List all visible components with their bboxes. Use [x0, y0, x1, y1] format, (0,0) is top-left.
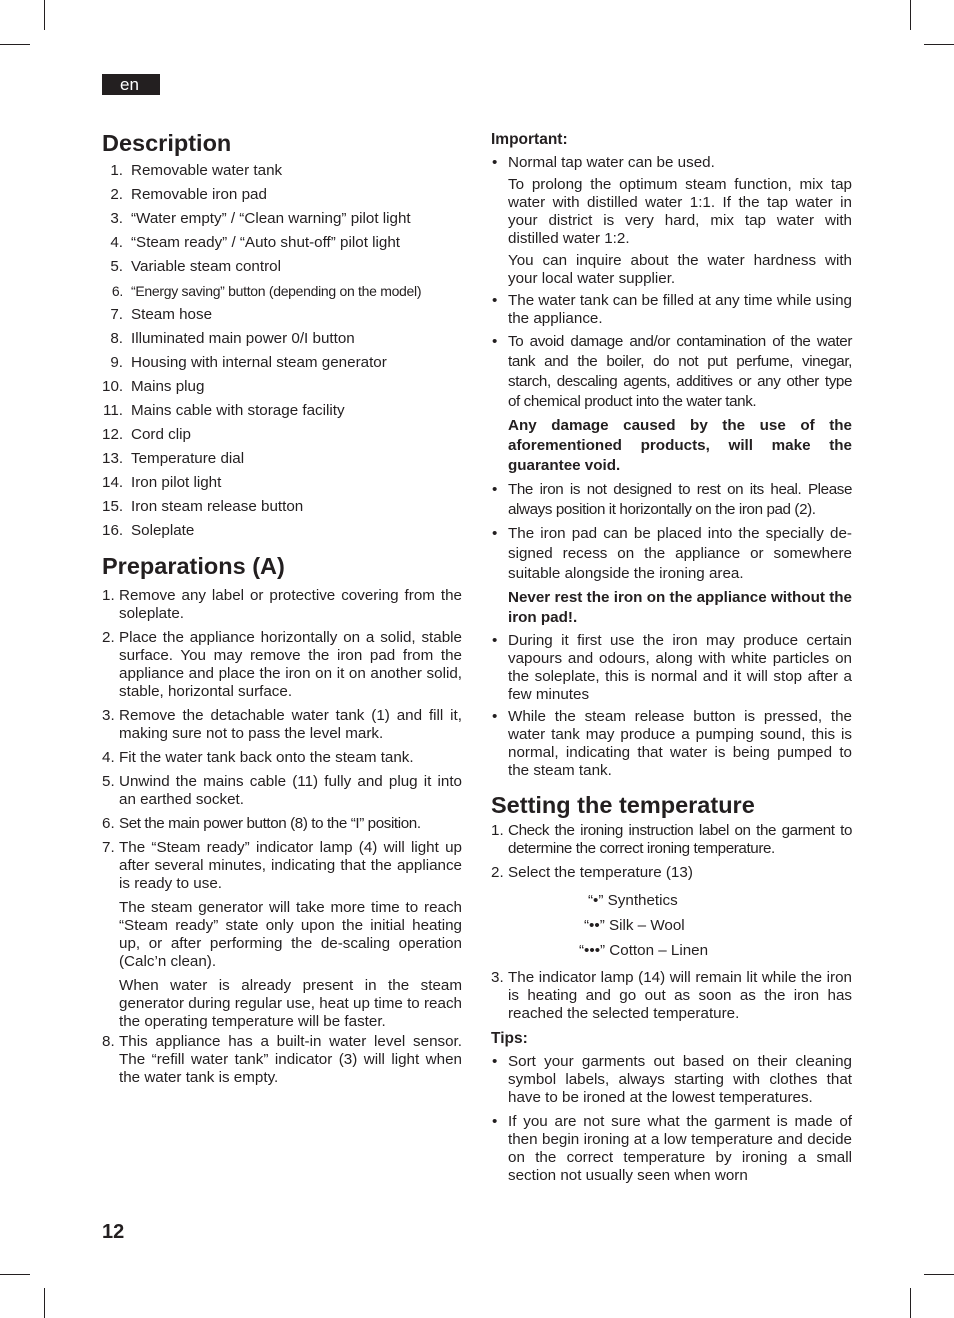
list-item	[102, 471, 462, 495]
list-item	[102, 815, 462, 833]
list-item	[102, 303, 462, 327]
step-text: Unwind the mains cable (11) fully and plug it into an earthed socket.	[119, 773, 462, 808]
step-number: 3.	[102, 707, 115, 724]
crop-mark	[910, 0, 911, 30]
crop-mark	[924, 44, 954, 45]
bullet-icon: •	[492, 481, 498, 498]
step-text: Check the ironing instruction label on the garment to determine the correct ironing temperature.	[508, 822, 852, 857]
bullet-icon: •	[492, 632, 498, 649]
crop-mark	[44, 0, 45, 30]
item-number: 16.	[102, 522, 124, 539]
list-item	[491, 154, 852, 288]
setting-silk-wool: “••” Silk – Wool	[584, 917, 685, 934]
setting-synthetics: “•” Synthetics	[588, 892, 678, 909]
crop-mark	[0, 1274, 30, 1275]
item-text: Temperature dial	[131, 450, 245, 467]
item-text: Iron pilot light	[131, 474, 222, 491]
list-item	[102, 629, 462, 701]
step-text: This appliance has a built-in water level sensor. The “refill water tank” indicator (3) will light when the water tank is empty.	[119, 1033, 462, 1086]
item-number: 10.	[102, 378, 124, 395]
item-text: Normal tap water can be used.	[508, 154, 715, 171]
list-item	[102, 447, 462, 471]
bullet-icon: •	[492, 525, 498, 542]
step-note: When water is already present in the steam generator during regular use, heat up time to reach the operating temperature will be faster.	[119, 977, 462, 1030]
list-item	[102, 279, 462, 303]
list-item	[102, 351, 462, 375]
language-tab: en	[102, 74, 160, 95]
step-number: 7.	[102, 839, 115, 856]
item-number: 14.	[102, 474, 124, 491]
description-heading: Description	[102, 130, 232, 156]
item-text: While the steam release button is pressed, the water tank may produce a pumping sound, this is normal, indicating that water is being pumped to the steam tank.	[508, 708, 852, 779]
item-text: “Water empty” / “Clean warning” pilot light	[131, 210, 411, 227]
list-item	[491, 1053, 852, 1107]
item-number: 11.	[103, 402, 123, 419]
list-item	[102, 587, 462, 623]
item-text: The iron is not designed to rest on its heal. Please always position it horizontally on the iron pad (2).	[508, 481, 852, 518]
step-number: 1.	[102, 587, 115, 604]
list-item	[102, 495, 462, 519]
preparations-list	[102, 587, 462, 1087]
item-text: Sort your garments out based on their cleaning symbol labels, always starting with clothes that have to be ironed at the lowest temperatures.	[508, 1053, 852, 1106]
list-item	[102, 183, 462, 207]
left-column	[102, 128, 462, 1093]
item-text: Iron steam release button	[131, 498, 304, 515]
item-number: 3.	[110, 210, 123, 227]
item-text: Removable water tank	[131, 162, 283, 179]
setting-cotton-linen: “•••” Cotton – Linen	[579, 942, 709, 959]
step-number: 1.	[491, 822, 504, 839]
list-item	[102, 327, 462, 351]
step-number: 5.	[102, 773, 115, 790]
item-text: “Steam ready” / “Auto shut-off” pilot light	[131, 234, 400, 251]
important-list	[491, 154, 852, 780]
item-text: Housing with internal steam generator	[131, 354, 387, 371]
description-list	[102, 159, 462, 543]
crop-mark	[0, 44, 30, 45]
item-number: 12.	[102, 426, 124, 443]
list-item	[491, 822, 852, 858]
list-item	[102, 159, 462, 183]
list-item	[102, 1033, 462, 1087]
list-item	[102, 375, 462, 399]
list-item	[102, 773, 462, 809]
warning-text: Any damage caused by the use of the aforementioned products, will make the guarantee void.	[508, 417, 852, 474]
list-item	[102, 519, 462, 543]
step-note: The steam generator will take more time to reach “Steam ready” state only upon the initial heating up, or after performing the de-scaling operation (Calc’n clean).	[119, 899, 462, 970]
item-number: 6.	[111, 283, 123, 299]
step-number: 8.	[102, 1033, 115, 1050]
list-item	[491, 524, 852, 628]
list-item	[491, 292, 852, 328]
list-item	[102, 231, 462, 255]
list-item	[102, 749, 462, 767]
list-item	[102, 423, 462, 447]
step-text: Remove the detachable water tank (1) and fill it, making sure not to pass the level mark.	[119, 707, 462, 742]
crop-mark	[44, 1288, 45, 1318]
step-text: The “Steam ready” indicator lamp (4) will light up after several minutes, indicating that the appliance is ready to use.	[119, 839, 462, 892]
step-text: Remove any label or protective covering from the soleplate.	[119, 587, 462, 622]
item-text: During it first use the iron may produce certain vapours and odours, along with white particles on the soleplate, this is normal and it will stop after a few minutes	[508, 632, 852, 703]
list-item	[491, 332, 852, 476]
item-text: “Energy saving” button (depending on the model)	[131, 283, 422, 299]
list-item	[102, 207, 462, 231]
warning-text: Never rest the iron on the appliance without the iron pad!.	[508, 589, 852, 626]
list-item	[491, 1113, 852, 1185]
item-number: 5.	[110, 258, 123, 275]
item-text: To avoid damage and/or contamination of the water tank and the boiler, do not put perfume, vinegar, starch, descaling agents, additives or any other type of chemical product into the water tank.	[508, 333, 852, 410]
page-number: 12	[102, 1221, 125, 1243]
item-text: Mains plug	[131, 378, 205, 395]
item-text: Mains cable with storage facility	[131, 402, 345, 419]
list-item	[491, 969, 852, 1023]
temperature-settings	[508, 888, 852, 963]
list-item	[102, 255, 462, 279]
list-item	[491, 864, 852, 963]
item-text: The iron pad can be placed into the specially de-signed recess on the appliance or somewhere suitable alongside the ironing area.	[508, 525, 852, 582]
item-note: You can inquire about the water hardness with your local water supplier.	[508, 252, 852, 287]
step-number: 3.	[491, 969, 504, 986]
step-number: 2.	[102, 629, 115, 646]
crop-mark	[924, 1274, 954, 1275]
item-text: Soleplate	[131, 522, 195, 539]
crop-mark	[910, 1288, 911, 1318]
step-number: 2.	[491, 864, 504, 881]
tips-heading: Tips:	[491, 1030, 528, 1047]
step-text: Fit the water tank back onto the steam tank.	[119, 749, 414, 766]
step-text: The indicator lamp (14) will remain lit while the iron is heating and go out as soon as the iron has reached the selected temperature.	[508, 969, 852, 1022]
list-item	[491, 480, 852, 520]
list-item	[102, 399, 462, 423]
list-item	[102, 839, 462, 1031]
item-number: 2.	[110, 186, 123, 203]
bullet-icon: •	[492, 1053, 498, 1070]
item-text: Cord clip	[131, 426, 191, 443]
item-text: Steam hose	[131, 306, 213, 323]
bullet-icon: •	[492, 292, 498, 309]
step-number: 6.	[102, 815, 115, 832]
list-item	[491, 632, 852, 704]
item-number: 15.	[102, 498, 124, 515]
bullet-icon: •	[492, 1113, 498, 1130]
step-text: Set the main power button (8) to the “I” position.	[119, 815, 421, 832]
temperature-heading: Setting the temperature	[491, 792, 755, 818]
item-text: Illuminated main power 0/I button	[131, 330, 355, 347]
list-item	[491, 708, 852, 780]
item-text: Removable iron pad	[131, 186, 267, 203]
item-number: 4.	[110, 234, 123, 251]
item-number: 8.	[110, 330, 123, 347]
item-text: Variable steam control	[131, 258, 281, 275]
important-heading: Important:	[491, 131, 568, 148]
bullet-icon: •	[492, 333, 498, 350]
item-text: If you are not sure what the garment is made of then begin ironing at a low temperature and decide on the correct temperature by ironing a small section not usually seen when worn	[508, 1113, 852, 1184]
preparations-heading: Preparations (A)	[102, 553, 285, 579]
item-number: 13.	[102, 450, 124, 467]
item-number: 9.	[110, 354, 123, 371]
temperature-steps	[491, 822, 852, 1023]
bullet-icon: •	[492, 154, 498, 171]
right-column	[491, 128, 852, 1189]
item-note: To prolong the optimum steam function, mix tap water with distilled water 1:1. If the tap water in your district is very hard, mix tap water with distilled water 1:2.	[508, 176, 852, 247]
step-text: Place the appliance horizontally on a solid, stable surface. You may remove the iron pad from the appliance and place the iron on it on another solid, stable, horizontal surface.	[119, 629, 462, 700]
step-number: 4.	[102, 749, 115, 766]
item-text: The water tank can be filled at any time while using the appliance.	[508, 292, 852, 327]
bullet-icon: •	[492, 708, 498, 725]
list-item	[102, 707, 462, 743]
tips-list	[491, 1053, 852, 1185]
step-text: Select the temperature (13)	[508, 864, 693, 881]
item-number: 7.	[110, 306, 123, 323]
item-number: 1.	[110, 162, 123, 179]
